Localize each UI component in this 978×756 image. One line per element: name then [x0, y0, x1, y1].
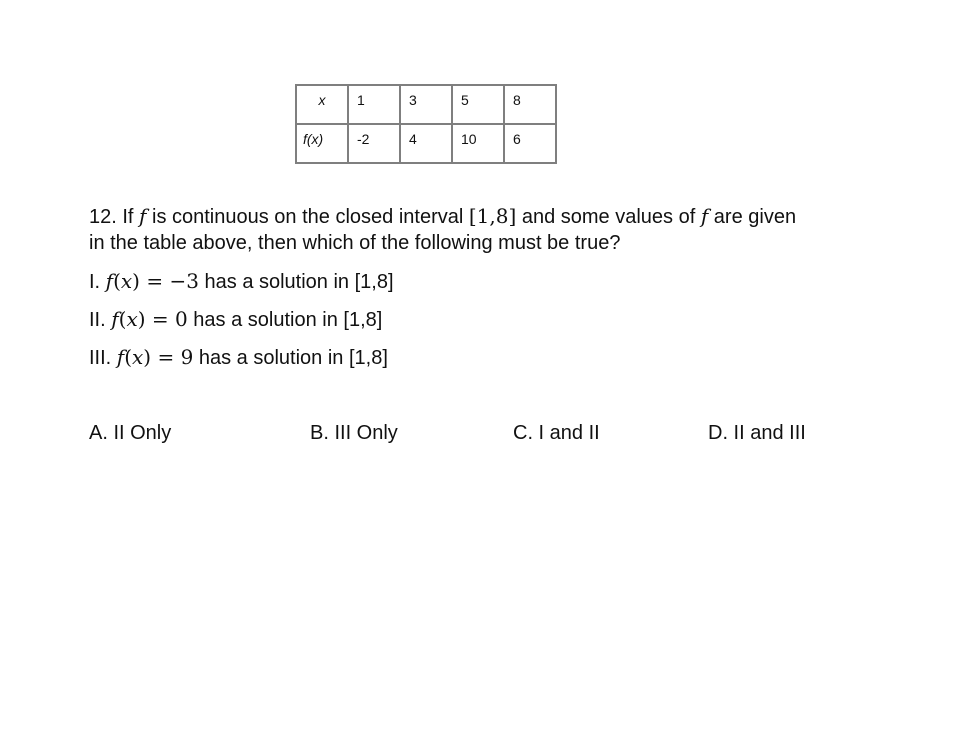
math-f: f [139, 204, 147, 228]
table-cell: -2 [348, 124, 400, 163]
math-f: f [700, 204, 709, 228]
table-cell: 6 [504, 124, 556, 163]
choice-a[interactable]: A. II Only [89, 422, 172, 444]
statement-i: I. f(x) = −3 has a solution in [1,8] [89, 269, 394, 293]
table-cell: 1 [348, 85, 400, 124]
table-row-fx [296, 124, 556, 163]
choice-b[interactable]: B. III Only [310, 422, 398, 444]
table-cell: 8 [504, 85, 556, 124]
question-line-2: in the table above, then which of the following must be true? [89, 232, 621, 254]
math-interval: [1,8] [468, 204, 517, 228]
table-cell: 5 [452, 85, 504, 124]
table-cell: 3 [400, 85, 452, 124]
table-cell: 4 [400, 124, 452, 163]
table-cell: 10 [452, 124, 504, 163]
table-header-fx: f(x) [296, 124, 348, 163]
table-row-x [296, 85, 556, 124]
statement-iii: III. f(x) = 9 has a solution in [1,8] [89, 345, 388, 369]
values-table [295, 84, 557, 164]
question-line-1: 12. If f is continuous on the closed interval [1,8] and some values of f are given [89, 204, 797, 228]
choice-c[interactable]: C. I and II [513, 422, 600, 444]
choice-d[interactable]: D. II and III [708, 422, 806, 444]
statement-ii: II. f(x) = 0 has a solution in [1,8] [89, 307, 383, 331]
table-header-x: x [296, 85, 348, 124]
